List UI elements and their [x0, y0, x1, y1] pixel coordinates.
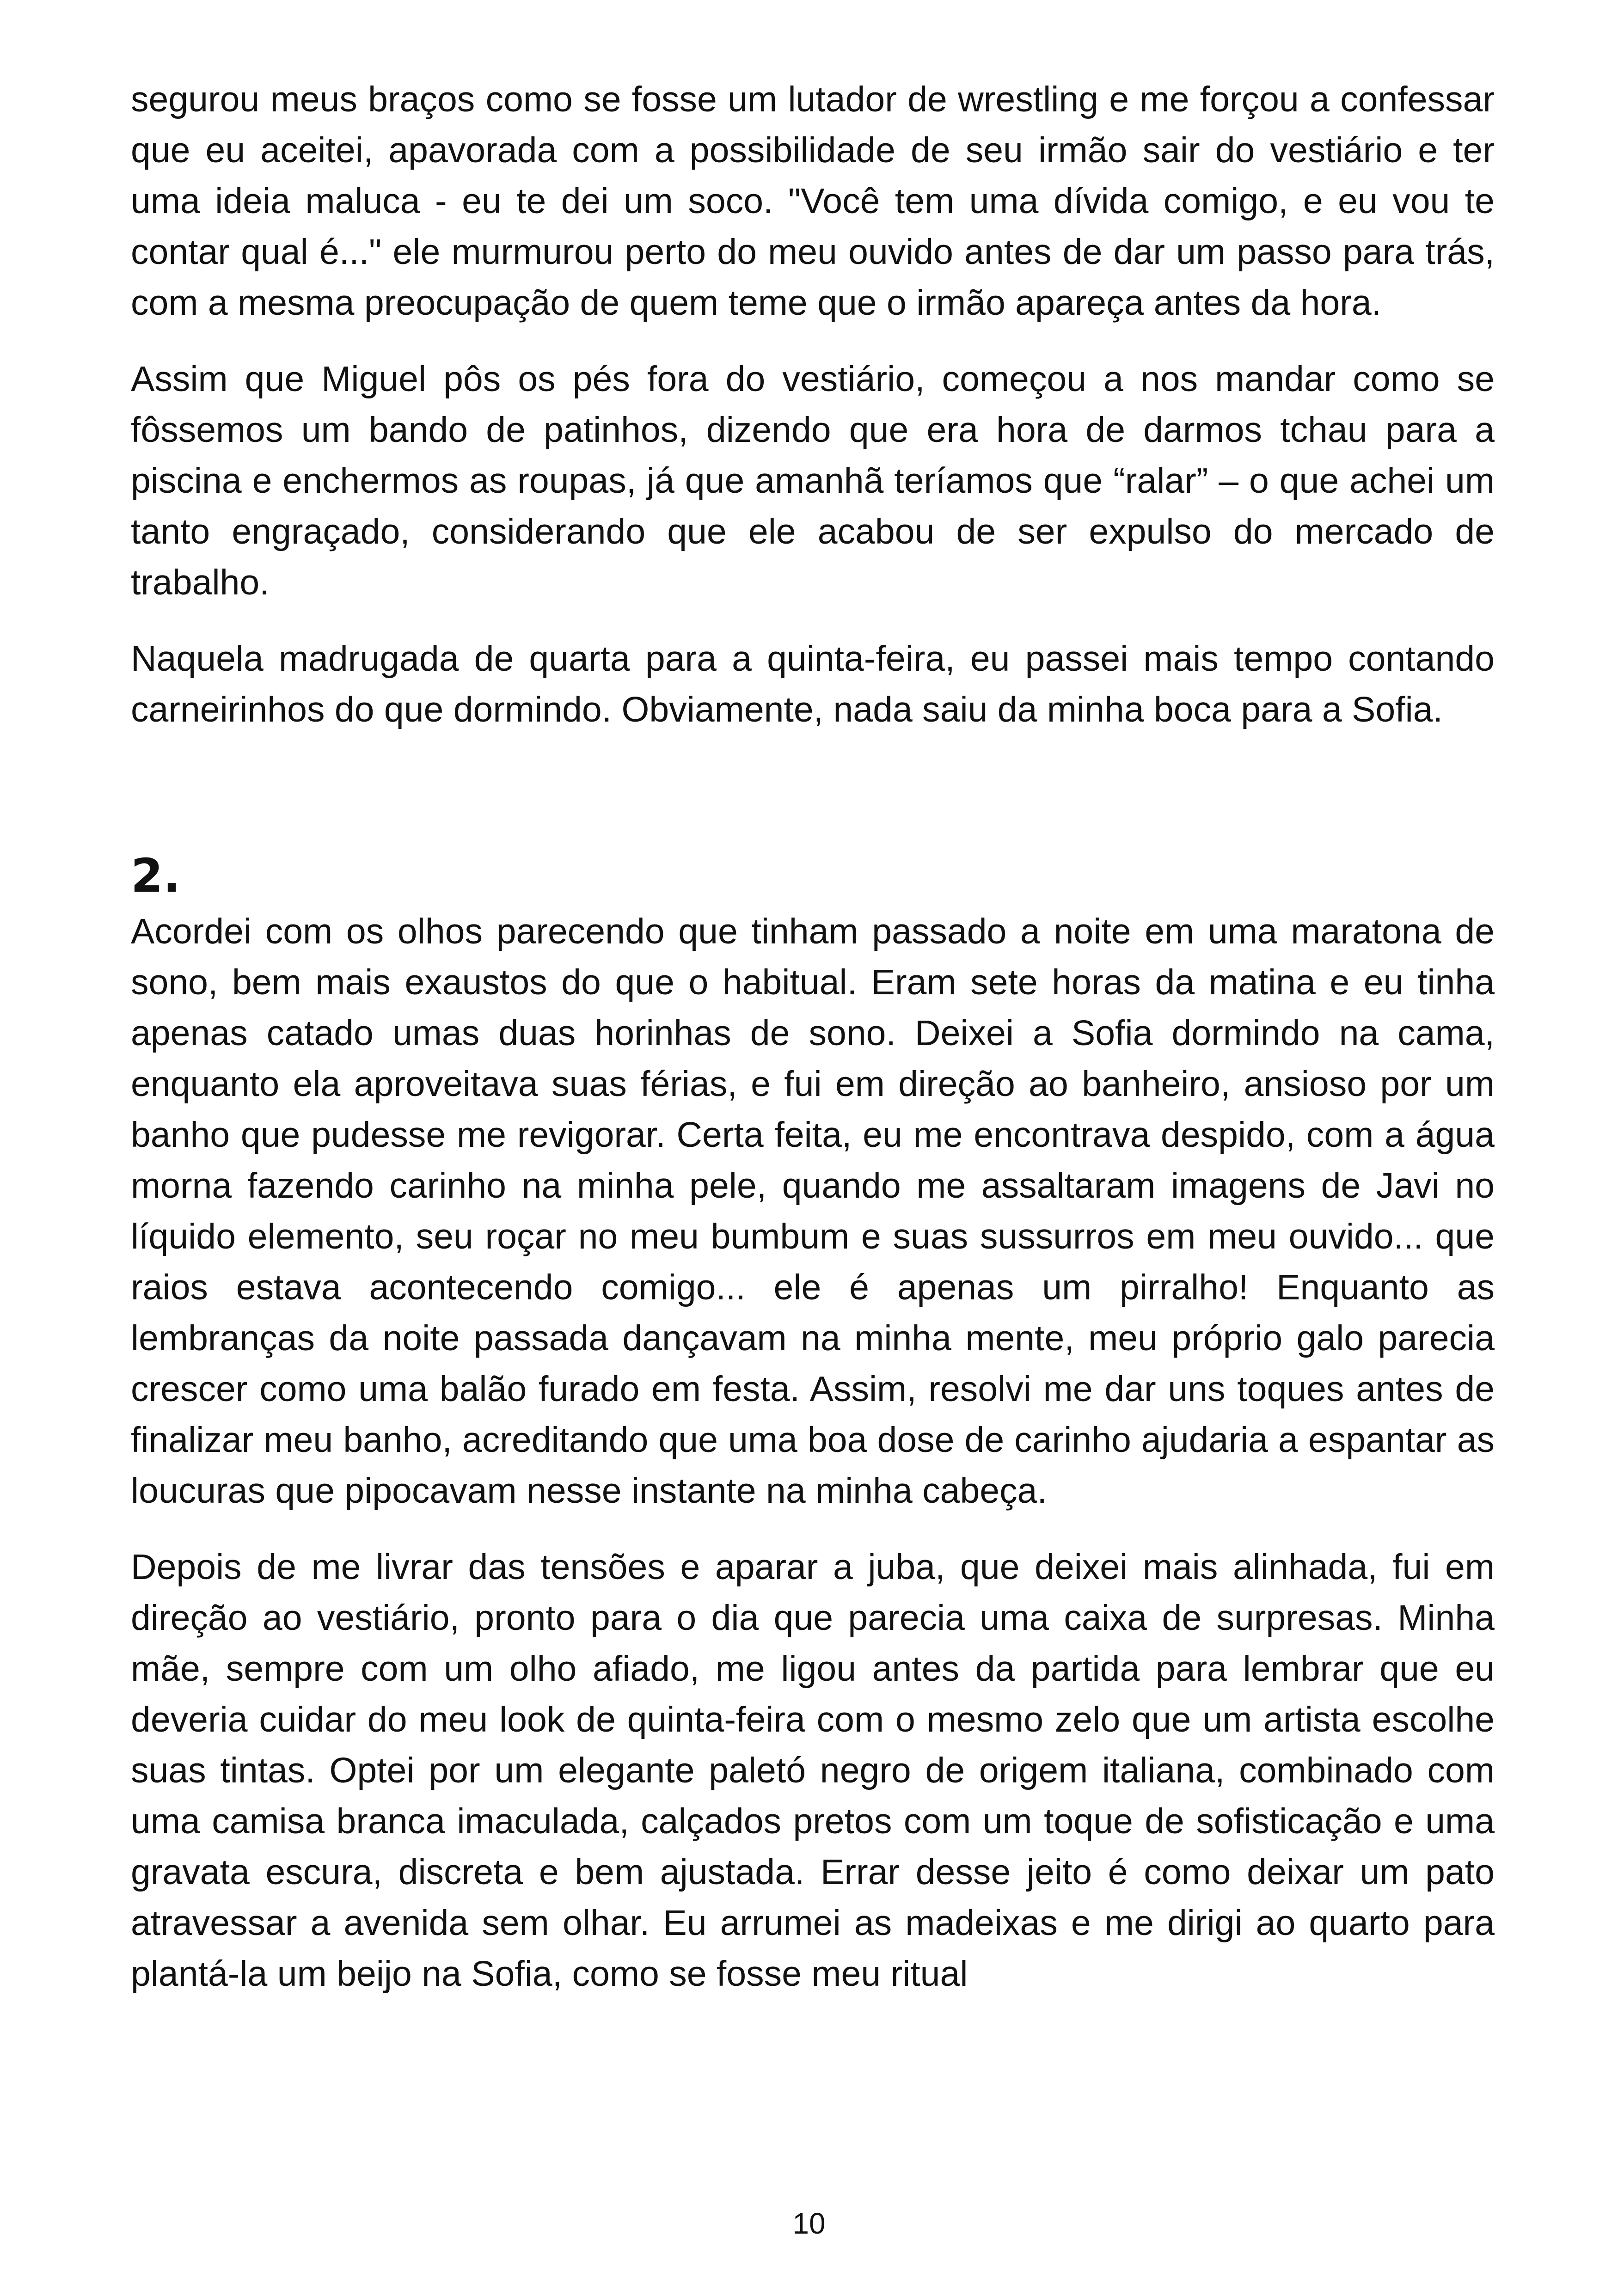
paragraph: Depois de me livrar das tensões e aparar a juba, que deixei mais alinhada, fui em direção ao vestiário, pronto para o dia que parecia uma caixa de surpresas. Minha mãe, sempre com um olho afiado, me ligou antes da partida para lembrar que eu deveria cuidar do meu look de quinta-feira com o mesmo zelo que um artista escolhe suas tintas. Optei por um elegante paletó negro de origem italiana, combinado com uma camisa branca imaculada, calçados pretos com um toque de sofisticação e uma gravata escura, discreta e bem ajustada. Errar desse jeito é como deixar um pato atravessar a avenida sem olhar. Eu arrumei as madeixas e me dirigi ao quarto para plantá-la um beijo na Sofia, como se fosse meu ritual [131, 1547, 1495, 1994]
paragraph: segurou meus braços como se fosse um lutador de wrestling e me forçou a confessar que eu aceitei, apavorada com a possibilidade de seu irmão sair do vestiário e ter uma ideia maluca - eu te dei um soco. "Você tem uma dívida comigo, e eu vou te contar qual é..." ele murmurou perto do meu ouvido antes de dar um passo para trás, com a mesma preocupação de quem teme que o irmão apareça antes da hora. [131, 80, 1495, 323]
page-number: 10 [792, 2207, 826, 2240]
paragraph: Naquela madrugada de quarta para a quinta-feira, eu passei mais tempo contando carneirinhos do que dormindo. Obviamente, nada saiu da minha boca para a Sofia. [131, 639, 1495, 729]
paragraph: Assim que Miguel pôs os pés fora do vestiário, começou a nos mandar como se fôssemos um bando de patinhos, dizendo que era hora de darmos tchau para a piscina e enchermos as roupas, já que amanhã teríamos que “ralar” – o que achei um tanto engraçado, considerando que ele acabou de ser expulso do mercado de trabalho. [131, 359, 1495, 602]
paragraph: Acordei com os olhos parecendo que tinham passado a noite em uma maratona de sono, bem mais exaustos do que o habitual. Eram sete horas da matina e eu tinha apenas catado umas duas horinhas de sono. Deixei a Sofia dormindo na cama, enquanto ela aproveitava suas férias, e fui em direção ao banheiro, ansioso por um banho que pudesse me revigorar. Certa feita, eu me encontrava despido, com a água morna fazendo carinho na minha pele, quando me assaltaram imagens de Javi no líquido elemento, seu roçar no meu bumbum e suas sussurros em meu ouvido... que raios estava acontecendo comigo... ele é apenas um pirralho! Enquanto as lembranças da noite passada dançavam na minha mente, meu próprio galo parecia crescer como uma balão furado em festa. Assim, resolvi me dar uns toques antes de finalizar meu banho, acreditando que uma boa dose de carinho ajudaria a espantar as loucuras que pipocavam nesse instante na minha cabeça. [131, 912, 1495, 1511]
document-page [131, 74, 1495, 1999]
chapter-heading: 2. [131, 849, 181, 903]
